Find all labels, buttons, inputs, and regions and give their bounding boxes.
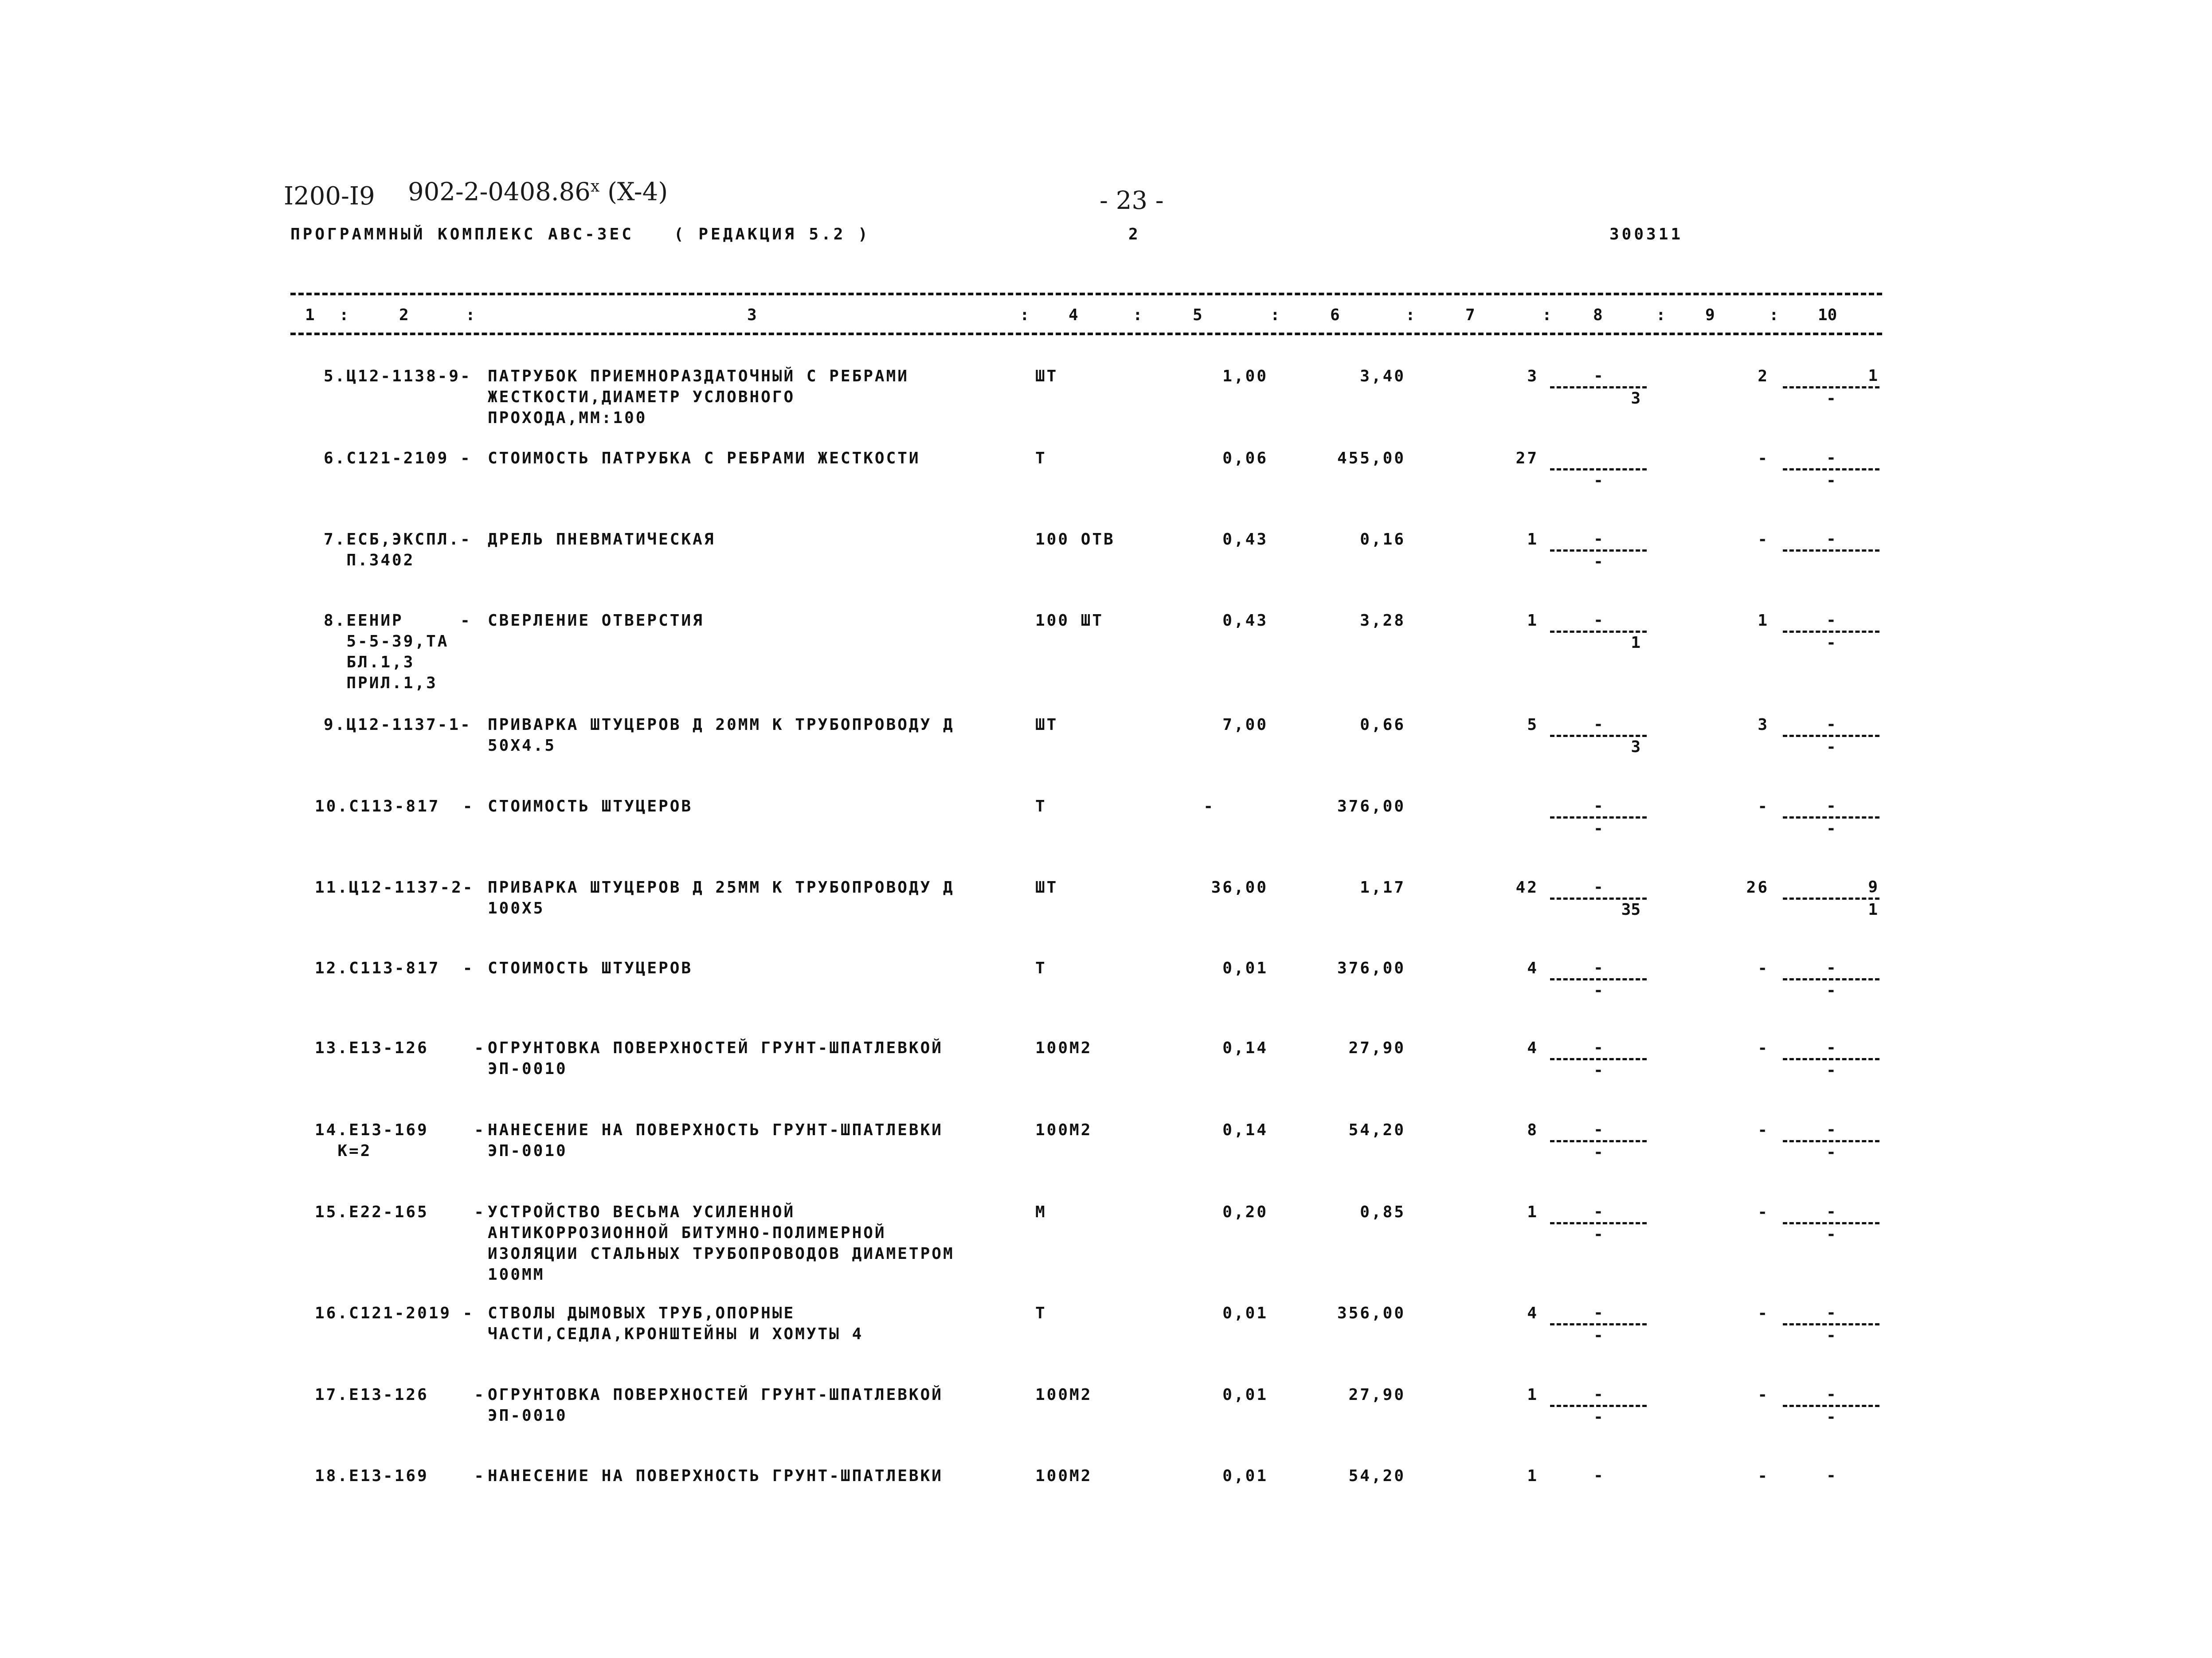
row-code: 9.Ц12-1137-1- xyxy=(324,716,472,734)
row-col10-fraction xyxy=(1780,529,1882,572)
row-quantity: - xyxy=(1203,797,1215,815)
row-unit-price: 455,00 xyxy=(1337,449,1406,467)
row-col8-fraction xyxy=(1547,1038,1649,1081)
row-code: 12.С113-817 - xyxy=(315,959,474,977)
row-unit: 100М2 xyxy=(1035,1039,1092,1057)
fraction-bottom: - xyxy=(1593,1225,1603,1243)
fraction-top: - xyxy=(1593,1039,1603,1057)
row-quantity: 0,43 xyxy=(1222,611,1268,630)
fraction-top: - xyxy=(1593,611,1603,629)
fraction-top: - xyxy=(1826,1466,1836,1485)
row-description: СТОИМОСТЬ ШТУЦЕРОВ xyxy=(488,797,693,815)
column-separator: : xyxy=(1020,306,1030,324)
fraction-bottom: 35 xyxy=(1621,901,1640,919)
fraction-bottom: - xyxy=(1826,738,1836,756)
fraction-bottom: - xyxy=(1826,819,1836,838)
row-col9: 1 xyxy=(1758,611,1769,630)
column-separator: : xyxy=(1769,306,1779,324)
fraction-bottom: 3 xyxy=(1631,738,1640,756)
row-quantity: 7,00 xyxy=(1222,716,1268,734)
column-separator: : xyxy=(339,306,349,324)
software-version: ( РЕДАКЦИЯ 5.2 ) xyxy=(674,225,870,243)
row-total: 1 xyxy=(1527,1203,1539,1221)
fraction-bottom: - xyxy=(1826,981,1836,1000)
row-quantity: 36,00 xyxy=(1211,878,1268,897)
row-col9: 26 xyxy=(1746,878,1769,897)
row-col8-fraction xyxy=(1547,1120,1649,1163)
fraction-bottom: - xyxy=(1826,1326,1836,1344)
row-col10-fraction xyxy=(1780,448,1882,491)
column-separator: : xyxy=(466,306,475,324)
row-total: 42 xyxy=(1515,878,1539,897)
fraction-bottom: - xyxy=(1593,819,1603,838)
row-total: 4 xyxy=(1527,959,1539,977)
column-number-4: 4 xyxy=(1069,306,1078,324)
fraction-bottom: - xyxy=(1593,1408,1603,1426)
row-unit-price: 54,20 xyxy=(1348,1121,1406,1139)
fraction-top: - xyxy=(1826,1203,1836,1221)
row-col8-fraction xyxy=(1547,448,1649,491)
row-code: 5.Ц12-1138-9- xyxy=(324,367,472,385)
row-total: 8 xyxy=(1527,1121,1539,1139)
row-col9: 2 xyxy=(1758,367,1769,385)
row-unit: 100М2 xyxy=(1035,1121,1092,1139)
column-number-10: 10 xyxy=(1818,306,1837,324)
fraction-bottom: - xyxy=(1826,389,1836,408)
row-code: 16.С121-2019 - xyxy=(315,1304,474,1322)
fraction-top: - xyxy=(1593,1304,1603,1322)
fraction-top: - xyxy=(1826,797,1836,815)
row-total: 4 xyxy=(1527,1039,1539,1057)
row-code: 13.Е13-126 - xyxy=(315,1039,486,1057)
row-code: 17.Е13-126 - xyxy=(315,1386,486,1404)
row-total: 27 xyxy=(1515,449,1539,467)
fraction-top: - xyxy=(1826,611,1836,629)
fraction-bottom: - xyxy=(1593,1143,1603,1161)
fraction-top xyxy=(1547,448,1649,468)
column-separator: : xyxy=(1542,306,1552,324)
row-col10-fraction xyxy=(1780,610,1882,653)
row-col8-fraction xyxy=(1547,796,1649,839)
row-quantity: 0,01 xyxy=(1222,1386,1268,1404)
table-top-rule xyxy=(290,293,1882,295)
fraction-top: - xyxy=(1826,449,1836,467)
row-col8-fraction xyxy=(1547,714,1649,757)
project-part: (X-4) xyxy=(607,177,668,207)
row-unit: 100М2 xyxy=(1035,1386,1092,1404)
column-number-3: 3 xyxy=(747,306,757,324)
row-description: ПАТРУБОК ПРИЕМНОРАЗДАТОЧНЫЙ С РЕБРАМИ ЖЕСТКОСТИ,ДИАМЕТР УСЛОВНОГО ПРОХОДА,ММ:100 xyxy=(488,367,909,427)
fraction-bottom: - xyxy=(1593,981,1603,1000)
row-unit: 100 ОТВ xyxy=(1035,530,1115,549)
row-total: 5 xyxy=(1527,716,1539,734)
column-number-7: 7 xyxy=(1465,306,1475,324)
row-code: 7.ЕСБ,ЭКСПЛ.- П.3402 xyxy=(324,530,472,569)
row-code: 15.Е22-165 - xyxy=(315,1203,486,1221)
row-unit: Т xyxy=(1035,797,1047,815)
row-col9: - xyxy=(1758,1386,1769,1404)
column-separator: : xyxy=(1133,306,1143,324)
row-unit: 100 ШТ xyxy=(1035,611,1104,630)
fraction-top: - xyxy=(1826,959,1836,977)
row-col8-fraction xyxy=(1547,1384,1649,1427)
fraction-bottom: 1 xyxy=(1631,634,1640,652)
fraction-bottom: 1 xyxy=(1868,901,1878,919)
row-code: 18.Е13-169 - xyxy=(315,1467,486,1485)
column-number-6: 6 xyxy=(1330,306,1340,324)
fraction-top: 9 xyxy=(1868,878,1878,896)
fraction-top: - xyxy=(1593,797,1603,815)
fraction-top: - xyxy=(1593,715,1603,733)
row-col9: - xyxy=(1758,530,1769,549)
fraction-top: - xyxy=(1826,530,1836,548)
row-col9: - xyxy=(1758,1467,1769,1485)
row-description: ОГРУНТОВКА ПОВЕРХНОСТЕЙ ГРУНТ-ШПАТЛЕВКОЙ ЭП-0010 xyxy=(488,1386,943,1425)
fraction-top: - xyxy=(1826,1304,1836,1322)
row-unit-price: 54,20 xyxy=(1348,1467,1406,1485)
row-unit: ШТ xyxy=(1035,878,1058,897)
row-col10-fraction xyxy=(1780,958,1882,1001)
row-unit-price: 3,40 xyxy=(1360,367,1406,385)
software-name: ПРОГРАММНЫЙ КОМПЛЕКС АВС-3ЕС xyxy=(290,225,634,243)
document-id: I200-I9 xyxy=(284,182,375,211)
fraction-bottom: - xyxy=(1593,471,1603,490)
row-code: 10.С113-817 - xyxy=(315,797,474,815)
table-header-rule xyxy=(290,333,1882,335)
row-unit-price: 0,85 xyxy=(1360,1203,1406,1221)
fraction-top: - xyxy=(1826,715,1836,733)
row-quantity: 1,00 xyxy=(1222,367,1268,385)
object-code: 300311 xyxy=(1609,225,1683,243)
fraction-bottom xyxy=(1780,552,1882,572)
row-col9: - xyxy=(1758,959,1769,977)
row-total: 1 xyxy=(1527,1467,1539,1485)
fraction-bottom: - xyxy=(1826,1061,1836,1079)
row-code: 11.Ц12-1137-2- xyxy=(315,878,474,897)
row-unit-price: 376,00 xyxy=(1337,959,1406,977)
row-description: СТВОЛЫ ДЫМОВЫХ ТРУБ,ОПОРНЫЕ ЧАСТИ,СЕДЛА,КРОНШТЕЙНЫ И ХОМУТЫ 4 xyxy=(488,1304,864,1343)
row-col10-fraction xyxy=(1780,366,1882,409)
row-col8-fraction xyxy=(1547,1303,1649,1346)
row-col10-fraction xyxy=(1780,1120,1882,1163)
column-separator: : xyxy=(1270,306,1280,324)
project-code-mark: x xyxy=(590,177,600,196)
fraction-top: - xyxy=(1593,1466,1603,1485)
row-col8-fraction xyxy=(1547,1202,1649,1245)
fraction-top: - xyxy=(1593,1121,1603,1139)
row-quantity: 0,01 xyxy=(1222,959,1268,977)
row-unit: ШТ xyxy=(1035,367,1058,385)
fraction-bottom: - xyxy=(1826,634,1836,652)
row-description: НАНЕСЕНИЕ НА ПОВЕРХНОСТЬ ГРУНТ-ШПАТЛЕВКИ ЭП-0010 xyxy=(488,1121,943,1160)
column-separator: : xyxy=(1656,306,1666,324)
fraction-top: - xyxy=(1593,1203,1603,1221)
row-unit: Т xyxy=(1035,959,1047,977)
row-quantity: 0,14 xyxy=(1222,1121,1268,1139)
row-quantity: 0,06 xyxy=(1222,449,1268,467)
row-quantity: 0,20 xyxy=(1222,1203,1268,1221)
row-description: ПРИВАРКА ШТУЦЕРОВ Д 25ММ К ТРУБОПРОВОДУ Д 100Х5 xyxy=(488,878,955,917)
row-code: 8.ЕЕНИР - 5-5-39,ТА БЛ.1,3 ПРИЛ.1,3 xyxy=(324,611,472,692)
fraction-bottom: - xyxy=(1826,1143,1836,1161)
row-col8-fraction xyxy=(1547,366,1649,409)
fraction-top: - xyxy=(1826,1385,1836,1403)
column-number-2: 2 xyxy=(399,306,409,324)
row-col8-fraction xyxy=(1547,610,1649,653)
column-number-8: 8 xyxy=(1593,306,1603,324)
row-total: 1 xyxy=(1527,530,1539,549)
fraction-bottom: - xyxy=(1826,1408,1836,1426)
row-col9: - xyxy=(1758,1304,1769,1322)
fraction-top: - xyxy=(1826,1121,1836,1139)
row-col8-fraction xyxy=(1547,958,1649,1001)
row-col10-fraction xyxy=(1780,714,1882,757)
column-separator: : xyxy=(1406,306,1415,324)
fraction-bottom: - xyxy=(1593,1326,1603,1344)
row-col9: - xyxy=(1758,449,1769,467)
row-col10-fraction xyxy=(1780,1303,1882,1346)
row-code: 6.С121-2109 - xyxy=(324,449,472,467)
row-description: УСТРОЙСТВО ВЕСЬМА УСИЛЕННОЙ АНТИКОРРОЗИОННОЙ БИТУМНО-ПОЛИМЕРНОЙ ИЗОЛЯЦИИ СТАЛЬНЫХ ТРУБОПРОВОДОВ ДИАМЕТРОМ 100ММ xyxy=(488,1203,955,1284)
fraction-top: - xyxy=(1593,878,1603,896)
row-quantity: 0,01 xyxy=(1222,1304,1268,1322)
row-quantity: 0,01 xyxy=(1222,1467,1268,1485)
row-unit-price: 3,28 xyxy=(1360,611,1406,630)
column-number-1: 1 xyxy=(305,306,315,324)
section-number: 2 xyxy=(1128,225,1141,243)
row-description: ПРИВАРКА ШТУЦЕРОВ Д 20ММ К ТРУБОПРОВОДУ Д 50Х4.5 xyxy=(488,716,955,755)
fraction-bottom: - xyxy=(1593,553,1603,571)
row-col8-fraction xyxy=(1547,1466,1649,1486)
row-unit-price: 27,90 xyxy=(1348,1386,1406,1404)
page-number: - 23 - xyxy=(1100,186,1164,215)
fraction-top: 1 xyxy=(1868,367,1878,385)
row-col9: - xyxy=(1758,797,1769,815)
row-unit-price: 0,66 xyxy=(1360,716,1406,734)
row-col10-fraction xyxy=(1780,1384,1882,1427)
row-total: 4 xyxy=(1527,1304,1539,1322)
row-unit: Т xyxy=(1035,449,1047,467)
row-description: СТОИМОСТЬ ШТУЦЕРОВ xyxy=(488,959,693,977)
fraction-bottom: 3 xyxy=(1631,389,1640,408)
row-unit-price: 376,00 xyxy=(1337,797,1406,815)
row-description: СВЕРЛЕНИЕ ОТВЕРСТИЯ xyxy=(488,611,704,630)
column-number-9: 9 xyxy=(1705,306,1715,324)
row-unit-price: 1,17 xyxy=(1360,878,1406,897)
row-description: СТОИМОСТЬ ПАТРУБКА С РЕБРАМИ ЖЕСТКОСТИ xyxy=(488,449,920,467)
row-col10-fraction xyxy=(1780,1038,1882,1081)
fraction-top: - xyxy=(1593,959,1603,977)
fraction-bottom: - xyxy=(1826,1225,1836,1243)
row-col8-fraction xyxy=(1547,529,1649,572)
row-col9: - xyxy=(1758,1121,1769,1139)
row-col10-fraction xyxy=(1780,1466,1882,1486)
row-total: 1 xyxy=(1527,1386,1539,1404)
fraction-top: - xyxy=(1593,367,1603,385)
row-unit-price: 27,90 xyxy=(1348,1039,1406,1057)
row-unit-price: 0,16 xyxy=(1360,530,1406,549)
fraction-top: - xyxy=(1593,530,1603,548)
fraction-bottom: - xyxy=(1593,1061,1603,1079)
row-col10-fraction xyxy=(1780,796,1882,839)
fraction-top: - xyxy=(1593,1385,1603,1403)
row-col10-fraction xyxy=(1780,877,1882,920)
row-description: НАНЕСЕНИЕ НА ПОВЕРХНОСТЬ ГРУНТ-ШПАТЛЕВКИ xyxy=(488,1467,943,1485)
project-code xyxy=(408,177,668,207)
row-description: ОГРУНТОВКА ПОВЕРХНОСТЕЙ ГРУНТ-ШПАТЛЕВКОЙ ЭП-0010 xyxy=(488,1039,943,1078)
row-col10-fraction xyxy=(1780,1202,1882,1245)
row-col9: 3 xyxy=(1758,716,1769,734)
project-code-number: 902-2-0408.86 xyxy=(408,177,591,207)
row-description: ДРЕЛЬ ПНЕВМАТИЧЕСКАЯ xyxy=(488,530,716,549)
row-total: 3 xyxy=(1527,367,1539,385)
row-code: 14.Е13-169 - К=2 xyxy=(315,1121,486,1160)
row-unit: 100М2 xyxy=(1035,1467,1092,1485)
column-number-5: 5 xyxy=(1193,306,1202,324)
row-unit-price: 356,00 xyxy=(1337,1304,1406,1322)
row-total: 1 xyxy=(1527,611,1539,630)
row-quantity: 0,43 xyxy=(1222,530,1268,549)
row-unit: ШТ xyxy=(1035,716,1058,734)
row-col8-fraction xyxy=(1547,877,1649,920)
row-quantity: 0,14 xyxy=(1222,1039,1268,1057)
row-unit: М xyxy=(1035,1203,1047,1221)
fraction-top: - xyxy=(1826,1039,1836,1057)
row-col9: - xyxy=(1758,1039,1769,1057)
fraction-bottom: - xyxy=(1826,471,1836,490)
row-col9: - xyxy=(1758,1203,1769,1221)
row-unit: Т xyxy=(1035,1304,1047,1322)
